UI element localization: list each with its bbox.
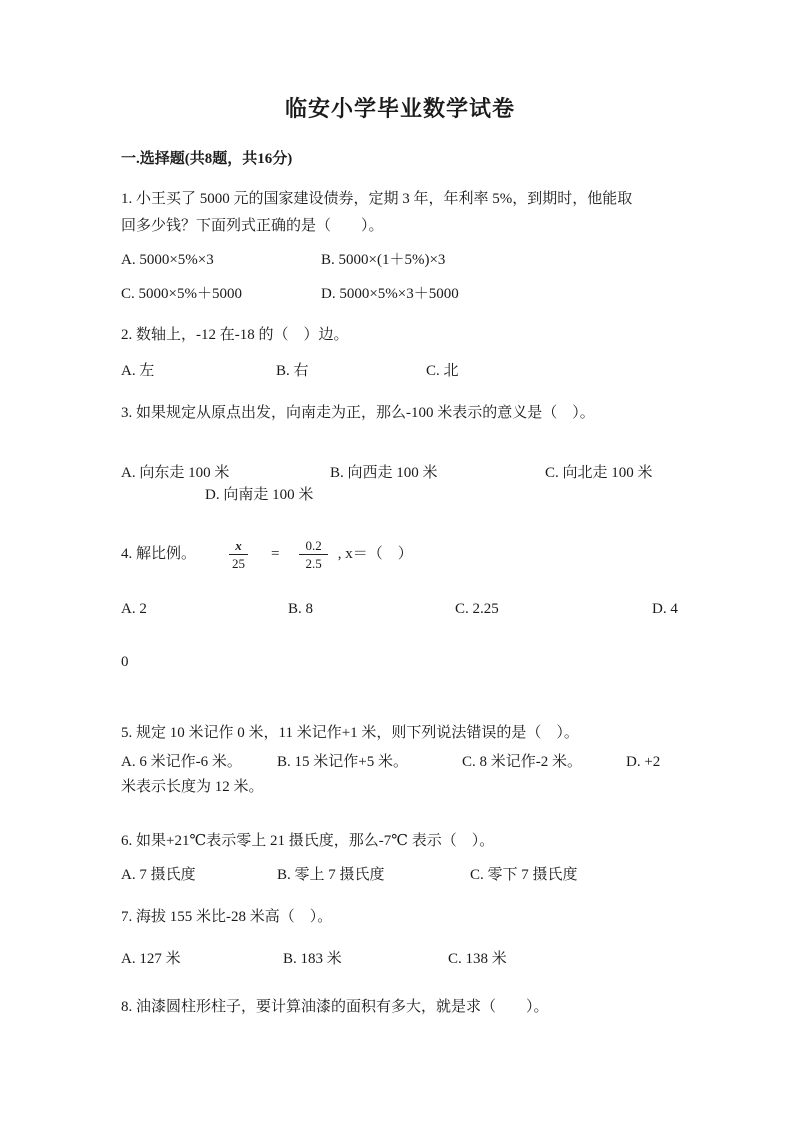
question-3-option-d: D. 向南走 100 米 [205, 487, 314, 503]
question-1-option-a: A. 5000×5%×3 [121, 252, 214, 268]
question-6-option-a: A. 7 摄氏度 [121, 867, 196, 883]
question-4-option-c: C. 2.25 [455, 601, 499, 617]
question-3-option-c: C. 向北走 100 米 [545, 465, 653, 481]
fraction-x-over-25 [226, 537, 251, 572]
question-5-option-c: C. 8 米记作-2 米。 [462, 754, 583, 770]
question-2-option-b: B. 右 [276, 363, 309, 379]
question-3-options [121, 462, 653, 484]
fraction-numerator: x [229, 537, 248, 555]
question-3-option-a: A. 向东走 100 米 [121, 465, 230, 481]
fraction-numerator: 0.2 [299, 537, 327, 555]
question-5-option-d-part1: D. +2 [626, 754, 661, 770]
question-7-option-b: B. 183 米 [283, 951, 342, 967]
question-1-stem-line1: 1. 小王买了 5000 元的国家建设债券，定期 3 年，年利率 5%，到期时，他能取 [121, 191, 633, 207]
question-4-option-a: A. 2 [121, 601, 147, 617]
question-5-option-b: B. 15 米记作+5 米。 [277, 754, 408, 770]
question-6-options [121, 864, 578, 886]
question-4-option-b: B. 8 [288, 601, 314, 617]
question-1-option-c: C. 5000×5%＋5000 [121, 286, 242, 302]
equals-sign: = [271, 546, 280, 562]
question-1-option-d: D. 5000×5%×3＋5000 [321, 286, 459, 302]
question-1-stem-line2: 回多少钱？下面列式正确的是（ ）。 [121, 218, 384, 234]
fraction-02-over-25 [299, 537, 327, 572]
question-3-option-b: B. 向西走 100 米 [330, 465, 438, 481]
question-1-options-row1 [121, 249, 445, 271]
question-2-options [121, 360, 459, 382]
question-1-options-row2 [121, 283, 459, 305]
question-7-options [121, 948, 507, 970]
question-1-stem [121, 186, 686, 240]
question-6-option-c: C. 零下 7 摄氏度 [470, 867, 578, 883]
question-5-stem: 5. 规定 10 米记作 0 米，11 米记作+1 米，则下列说法错误的是（ ）。 [121, 725, 579, 741]
question-2-option-c: C. 北 [426, 363, 459, 379]
question-6-option-b: B. 零上 7 摄氏度 [277, 867, 385, 883]
fraction-denominator: 2.5 [305, 555, 322, 571]
question-7-option-c: C. 138 米 [448, 951, 507, 967]
question-3-stem: 3. 如果规定从原点出发，向南走为正，那么-100 米表示的意义是（ ）。 [121, 405, 595, 421]
question-4-label: 4. 解比例。 [121, 546, 197, 562]
question-5-options-line1 [121, 751, 660, 773]
question-8-stem: 8. 油漆圆柱形柱子，要计算油漆的面积有多大，就是求（ ）。 [121, 999, 549, 1015]
question-2-stem: 2. 数轴上，-12 在-18 的（ ）边。 [121, 327, 349, 343]
section-header: 一.选择题(共8题，共16分) [121, 151, 293, 167]
question-2-option-a: A. 左 [121, 363, 155, 379]
question-4-stem [121, 528, 413, 580]
question-5-option-d-part2: 米表示长度为 12 米。 [121, 779, 264, 795]
question-7-stem: 7. 海拔 155 米比-28 米高（ ）。 [121, 909, 333, 925]
question-4-options [121, 598, 678, 620]
page-title: 临安小学毕业数学试卷 [284, 96, 515, 121]
question-1-option-b: B. 5000×(1＋5%)×3 [321, 252, 446, 268]
question-5-option-a: A. 6 米记作-6 米。 [121, 754, 242, 770]
question-6-stem: 6. 如果+21℃表示零上 21 摄氏度，那么-7℃ 表示（ ）。 [121, 833, 495, 849]
fraction-denominator: 25 [232, 555, 246, 571]
question-4-option-d: D. 4 [652, 601, 678, 617]
question-7-option-a: A. 127 米 [121, 951, 181, 967]
question-4-option-d-wrap: 0 [121, 654, 129, 670]
question-4-solve-x: , x＝（ ） [337, 546, 413, 562]
